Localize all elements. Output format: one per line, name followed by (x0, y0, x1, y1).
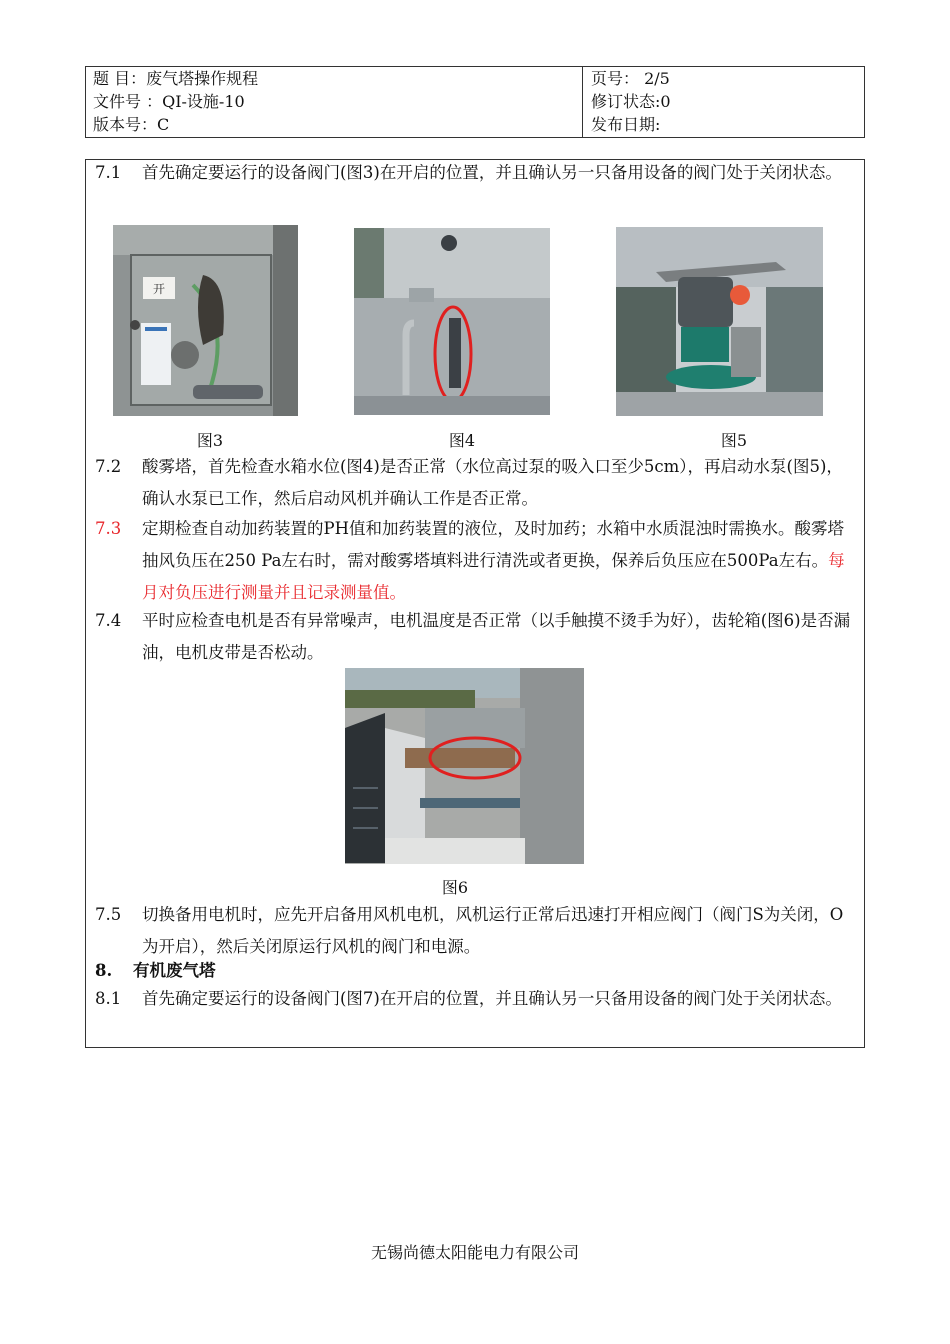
release-date: 发布日期: (591, 115, 661, 134)
section-7-2 (95, 451, 857, 515)
doc-version: 版本号：C (93, 115, 170, 134)
section-body: 定期检查自动加药装置的PH值和加药装置的液位，及时加药；水箱中水质混浊时需换水。酸雾塔抽风负压在250 Pa左右时，需对酸雾塔填料进行清洗或者更换，保养后负压应在500Pa左右。 (142, 519, 844, 570)
section-7-5 (95, 899, 857, 963)
section-text (142, 513, 857, 609)
section-number: 7.4 (95, 611, 122, 630)
header-divider (582, 67, 583, 137)
company-footer: 无锡尚德太阳能电力有限公司 (370, 1243, 579, 1262)
section-number: 7.3 (95, 519, 122, 538)
section-number: 8. (95, 961, 113, 980)
figure-3-valve-photo (113, 225, 298, 416)
revision-status: 修订状态:0 (591, 92, 671, 111)
figure-5-pump-photo (616, 227, 823, 416)
section-text: 首先确定要运行的设备阀门(图3)在开启的位置，并且确认另一只备用设备的阀门处于关闭状态。 (142, 163, 842, 182)
section-number: 7.5 (95, 905, 122, 924)
section-7-1 (95, 157, 857, 189)
section-number: 7.1 (95, 163, 122, 182)
section-number: 8.1 (95, 989, 122, 1008)
section-8-1 (95, 983, 857, 1015)
caption-figure-4: 图4 (448, 431, 476, 450)
doc-title: 题 目：废气塔操作规程 (93, 69, 259, 88)
section-title: 有机废气塔 (133, 961, 216, 980)
caption-figure-6: 图6 (441, 878, 469, 897)
page-number: 页号： 2/5 (591, 69, 670, 88)
section-8-heading (95, 956, 857, 986)
section-7-4 (95, 605, 857, 669)
caption-figure-3: 图3 (196, 431, 224, 450)
doc-number: 文件号 ：QI-设施-10 (93, 92, 245, 111)
svg-text:开: 开 (153, 282, 166, 296)
section-red-note: 每月对负压进行测量并且记录测量值。 (142, 551, 845, 602)
document-header-table (85, 66, 865, 138)
section-7-3 (95, 513, 857, 609)
section-text: 切换备用电机时，应先开启备用风机电机，风机运行正常后迅速打开相应阀门（阀门S为关闭，O为开启），然后关闭原运行风机的阀门和电源。 (142, 905, 844, 956)
section-text: 酸雾塔，首先检查水箱水位(图4)是否正常（水位高过泵的吸入口至少5cm），再启动水泵(图5)，确认水泵已工作，然后启动风机并确认工作是否正常。 (142, 457, 843, 508)
section-number: 7.2 (95, 457, 122, 476)
section-text: 首先确定要运行的设备阀门(图7)在开启的位置，并且确认另一只备用设备的阀门处于关闭状态。 (142, 989, 842, 1008)
figure-4-tank-photo (354, 228, 550, 415)
figure-6-gearbox-photo (345, 668, 584, 864)
caption-figure-5: 图5 (720, 431, 748, 450)
section-text: 平时应检查电机是否有异常噪声，电机温度是否正常（以手触摸不烫手为好），齿轮箱(图6)是否漏油，电机皮带是否松动。 (142, 611, 851, 662)
